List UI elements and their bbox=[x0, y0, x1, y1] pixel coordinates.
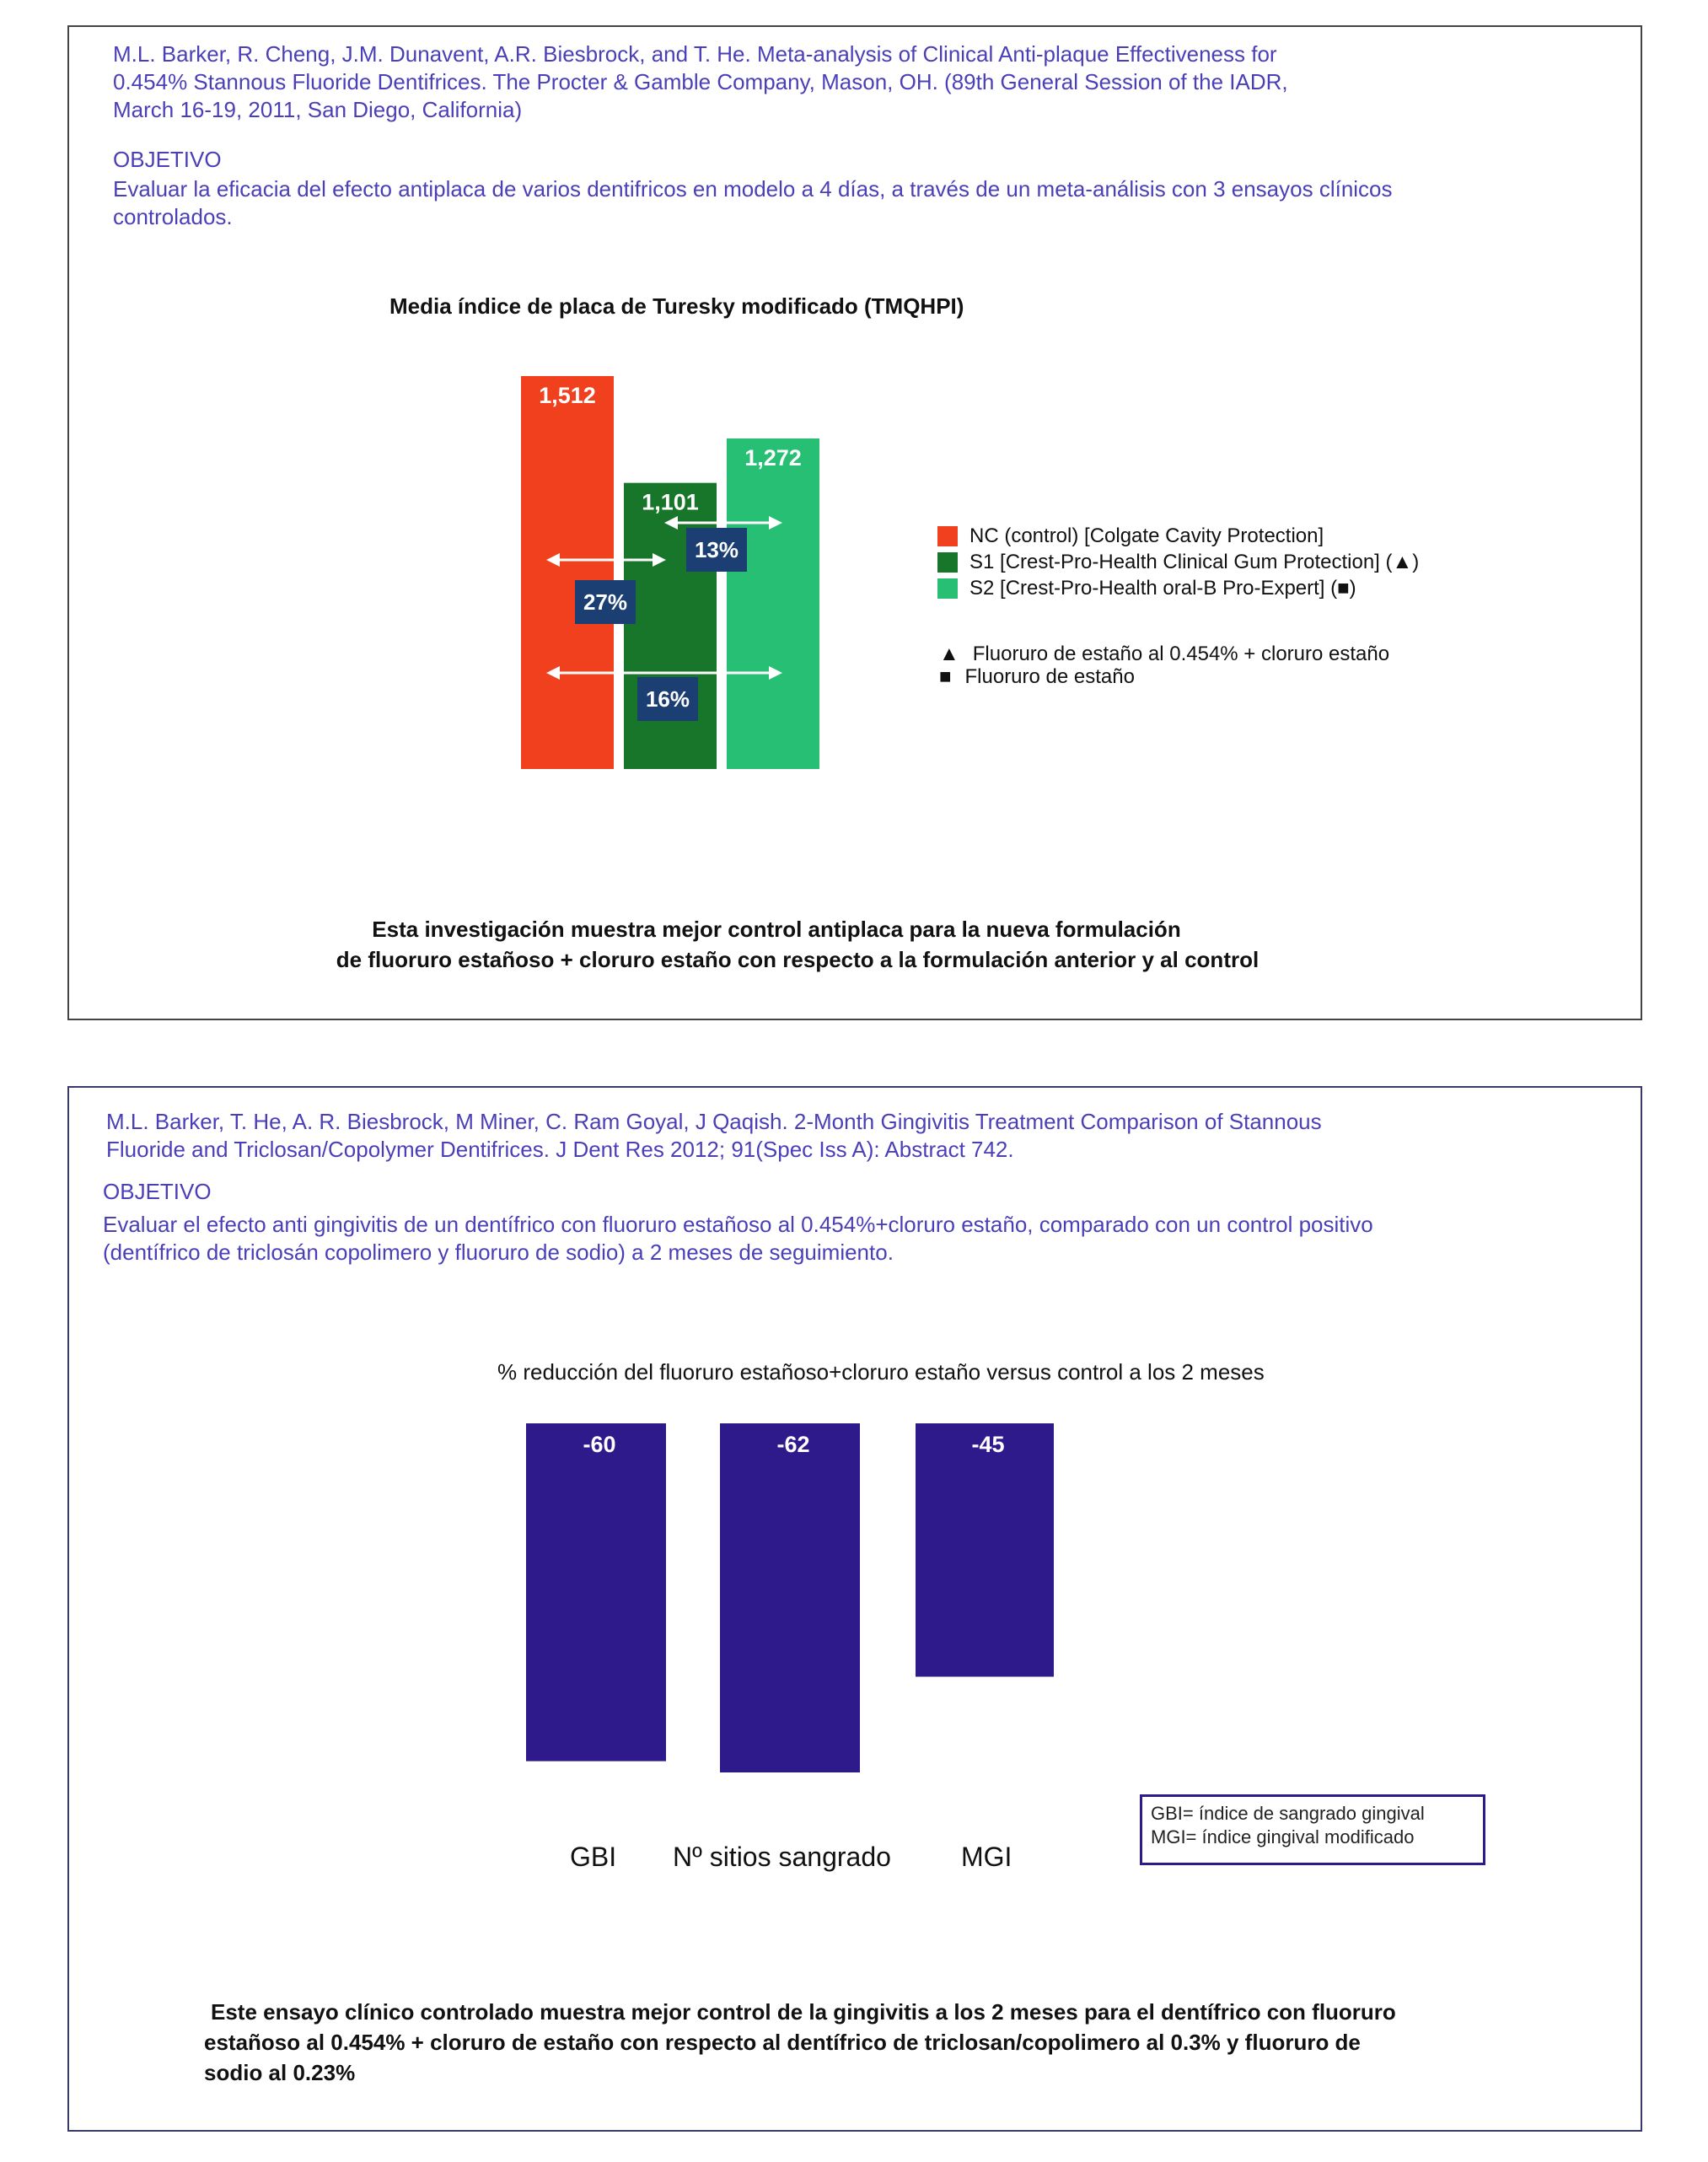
legend-swatch bbox=[937, 526, 958, 546]
objective-line: Evaluar el efecto anti gingivitis de un dentífrico con fluoruro estañoso al 0.454%+cloruro estaño, comparado con un control positivo bbox=[103, 1212, 1373, 1237]
bar-value-label: -62 bbox=[776, 1432, 810, 1457]
bar-1 bbox=[526, 1423, 666, 1761]
triangle-icon: ▲ bbox=[939, 643, 959, 665]
percent-badge-label: 27% bbox=[583, 589, 628, 615]
bar-value-label: 1,512 bbox=[539, 383, 596, 408]
reference-line: M.L. Barker, T. He, A. R. Biesbrock, M Miner, C. Ram Goyal, J Qaqish. 2-Month Gingivitis Treatment Comparison of Stannous bbox=[106, 1109, 1322, 1134]
gingivitis-reduction-bar-chart bbox=[69, 1088, 1165, 1931]
category-label: GBI bbox=[570, 1842, 617, 1872]
bar-3 bbox=[916, 1423, 1054, 1676]
plaque-index-bar-chart bbox=[69, 27, 996, 955]
bar-value-label: 1,101 bbox=[642, 489, 699, 515]
objective-label: OBJETIVO bbox=[113, 147, 222, 172]
reference-line: March 16-19, 2011, San Diego, California) bbox=[113, 97, 523, 122]
legend-item-nc bbox=[937, 523, 1419, 549]
objective-line: Evaluar la eficacia del efecto antiplaca de varios dentifricos en modelo a 4 días, a través de un meta-análisis con 3 ensayos clínicos bbox=[113, 176, 1393, 202]
legend-item-s2 bbox=[937, 575, 1419, 601]
conclusion-line: Esta investigación muestra mejor control antiplaca para la nueva formulación bbox=[372, 917, 1181, 942]
bar-2 bbox=[720, 1423, 860, 1772]
bar-2 bbox=[624, 483, 717, 769]
bar-value-label: -45 bbox=[971, 1432, 1005, 1457]
category-label: Nº sitios sangrado bbox=[673, 1842, 891, 1872]
conclusion bbox=[204, 1997, 1396, 2088]
objective-line: (dentífrico de triclosán copolimero y fluoruro de sodio) a 2 meses de seguimiento. bbox=[103, 1240, 894, 1265]
percent-badge-label: 13% bbox=[694, 537, 739, 562]
legend-item-s1 bbox=[937, 549, 1419, 575]
chart-legend bbox=[937, 523, 1419, 601]
conclusion bbox=[69, 914, 1644, 975]
reference-line: Fluoride and Triclosan/Copolymer Dentifrices. J Dent Res 2012; 91(Spec Iss A): Abstract 742. bbox=[106, 1137, 1014, 1162]
plaque-study-panel bbox=[67, 25, 1642, 1020]
legend-swatch bbox=[937, 578, 958, 599]
note-text: Fluoruro de estaño bbox=[964, 665, 1135, 688]
bar-1 bbox=[521, 376, 614, 769]
conclusion-line: sodio al 0.23% bbox=[204, 2060, 356, 2085]
category-label: MGI bbox=[961, 1842, 1012, 1872]
abbreviation-glossary bbox=[1140, 1794, 1485, 1865]
square-icon: ■ bbox=[939, 665, 952, 688]
legend-label: S1 [Crest-Pro-Health Clinical Gum Protection] (▲) bbox=[969, 551, 1420, 573]
note-triangle bbox=[939, 643, 1389, 665]
chart-title: Media índice de placa de Turesky modificado (TMQHPI) bbox=[389, 293, 964, 319]
percent-badge-label: 16% bbox=[645, 686, 690, 712]
legend-label: NC (control) [Colgate Cavity Protection] bbox=[969, 524, 1324, 547]
conclusion-line: estañoso al 0.454% + cloruro de estaño con respecto al dentífrico de triclosan/copolimero al 0.3% y fluoruro de bbox=[204, 2030, 1361, 2055]
symbol-notes bbox=[939, 643, 1389, 688]
bar-value-label: -60 bbox=[583, 1432, 616, 1457]
glossary-line: MGI= índice gingival modificado bbox=[1151, 1826, 1415, 1847]
glossary-line: GBI= índice de sangrado gingival bbox=[1151, 1803, 1425, 1824]
note-text: Fluoruro de estaño al 0.454% + cloruro estaño bbox=[972, 643, 1390, 665]
legend-label: S2 [Crest-Pro-Health oral-B Pro-Expert] (■) bbox=[969, 577, 1356, 600]
reference-line: M.L. Barker, R. Cheng, J.M. Dunavent, A.R. Biesbrock, and T. He. Meta-analysis of Clinical Anti-plaque Effectiveness for bbox=[113, 41, 1277, 67]
bar-3 bbox=[727, 438, 819, 769]
chart-title: % reducción del fluoruro estañoso+cloruro estaño versus control a los 2 meses bbox=[497, 1359, 1265, 1385]
gingivitis-study-panel bbox=[67, 1086, 1642, 2132]
conclusion-line: Este ensayo clínico controlado muestra mejor control de la gingivitis a los 2 meses para el dentífrico con fluoruro bbox=[211, 1999, 1396, 2025]
conclusion-line: de fluoruro estañoso + cloruro estaño con respecto a la formulación anterior y al control bbox=[336, 947, 1260, 972]
objective-label: OBJETIVO bbox=[103, 1179, 212, 1204]
reference-line: 0.454% Stannous Fluoride Dentifrices. The Procter & Gamble Company, Mason, OH. (89th General Session of the IADR, bbox=[113, 69, 1288, 94]
legend-swatch bbox=[937, 552, 958, 573]
note-square bbox=[939, 665, 1389, 688]
bar-value-label: 1,272 bbox=[744, 444, 802, 471]
objective-line: controlados. bbox=[113, 204, 233, 229]
